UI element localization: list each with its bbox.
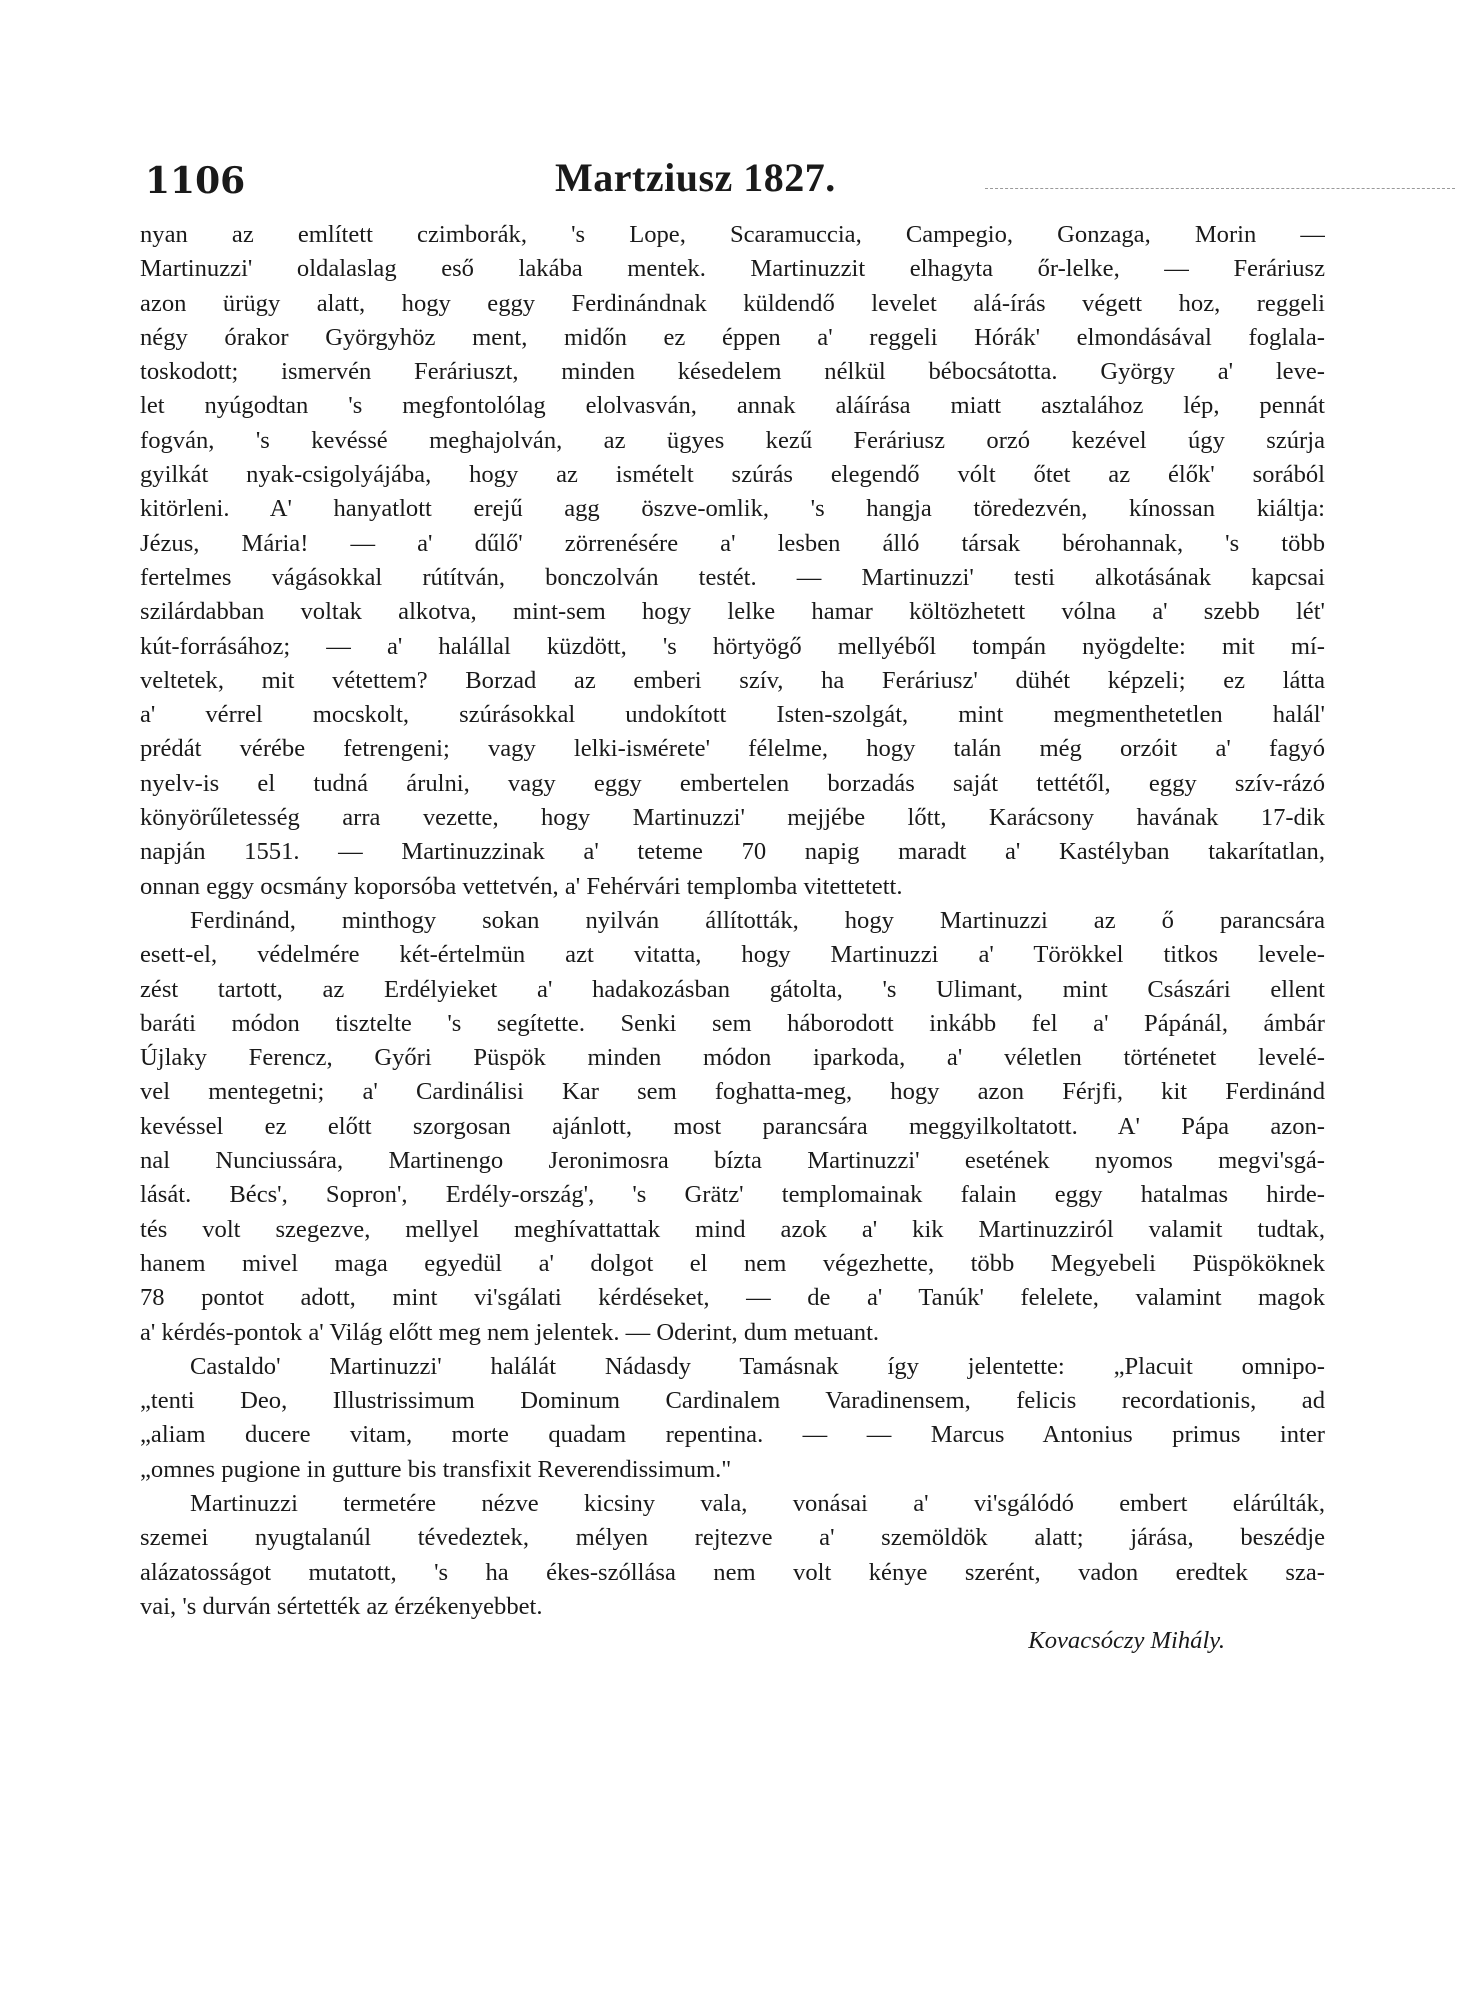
text-line: szemei nyugtalanúl tévedeztek, mélyen rejtezve a' szemöldök alatt; járása, beszédje — [140, 1524, 1325, 1552]
text-line: zést tartott, az Erdélyieket a' hadakozásban gátolta, 's Ulimant, mint Császári ellent — [140, 975, 1325, 1003]
text-line: „aliam ducere vitam, morte quadam repentina. — — Marcus Antonius primus inter — [140, 1421, 1325, 1449]
text-line: Jézus, Mária! — a' dűlő' zörrenésére a' lesben álló társak bérohannak, 's több — [140, 529, 1325, 557]
text-line: vel mentegetni; a' Cardinálisi Kar sem foghatta-meg, hogy azon Férjfi, kit Ferdinánd — [140, 1078, 1325, 1106]
text-line: a' vérrel mocskolt, szúrásokkal undokított Isten-szolgát, mint megmenthetetlen halál' — [140, 701, 1325, 729]
text-line: Castaldo' Martinuzzi' halálát Nádasdy Tamásnak így jelentette: „Placuit omnipo- — [190, 1352, 1325, 1380]
text-line: a' kérdés-pontok a' Világ előtt meg nem jelentek. — Oderint, dum metuant. — [140, 1318, 880, 1346]
text-line: kevéssel ez előtt szorgosan ajánlott, most parancsára meggyilkoltatott. A' Pápa azon- — [140, 1112, 1325, 1140]
text-line: fogván, 's kevéssé meghajolván, az ügyes kezű Feráriusz orzó kezével úgy szúrja — [140, 426, 1325, 454]
text-line: kút-forrásához; — a' halállal küzdött, 's hörtyögő mellyéből tompán nyögdelte: mit mí- — [140, 632, 1325, 660]
text-line: gyilkát nyak-csigolyájába, hogy az ismételt szúrás elegendő vólt őtet az élők' sorából — [140, 461, 1325, 489]
text-line: azon ürügy alatt, hogy eggy Ferdinándnak küldendő levelet alá-írás végett hoz, reggeli — [140, 289, 1325, 317]
text-line: onnan eggy ocsmány koporsóba vettetvén, a' Fehérvári templomba vitettetett. — [140, 872, 903, 900]
text-line: alázatosságot mutatott, 's ha ékes-szóllása nem volt kénye szerént, vadon eredtek sza- — [140, 1558, 1325, 1586]
text-line: let nyúgodtan 's megfontolólag elolvasván, annak aláírása miatt asztalához lép, pennát — [140, 392, 1325, 420]
text-line: négy órakor Györgyhöz ment, midőn ez éppen a' reggeli Hórák' elmondásával foglala- — [140, 323, 1325, 351]
text-line: Martinuzzi' oldalaslag eső lakába mentek. Martinuzzit elhagyta őr-lelke, — Feráriusz — [140, 255, 1325, 283]
text-line: veltetek, mit vétettem? Borzad az emberi szív, ha Feráriusz' dühét képzeli; ez látta — [140, 666, 1325, 694]
page-header — [145, 155, 1315, 220]
text-line: Újlaky Ferencz, Győri Püspök minden módon iparkoda, a' véletlen történetet levelé- — [140, 1044, 1325, 1072]
text-line: vai, 's durván sértették az érzékenyebbet. — [140, 1592, 543, 1620]
page-number: 1106 — [145, 160, 246, 202]
text-line: fertelmes vágásokkal rútítván, bonczolván testét. — Martinuzzi' testi alkotásának kapcsai — [140, 563, 1325, 591]
text-line: prédát vérébe fetrengeni; vagy lelki-isмérete' félelme, hogy talán még orzóit a' fagyó — [140, 735, 1325, 763]
text-line: nyelv-is el tudná árulni, vagy eggy embertelen borzadás saját tettétől, eggy szív-rázó — [140, 769, 1325, 797]
text-line: „omnes pugione in gutture bis transfixit Reverendissimum." — [140, 1455, 732, 1483]
text-line: könyörűletesség arra vezette, hogy Martinuzzi' mejjébe lőtt, Karácsony havának 17-dik — [140, 804, 1325, 832]
text-line: toskodott; ismervén Feráriuszt, minden késedelem nélkül bébocsátotta. György a' leve- — [140, 358, 1325, 386]
text-line: tés volt szegezve, mellyel meghívattattak mind azok a' kik Martinuzziról valamit tudtak, — [140, 1215, 1325, 1243]
text-line: Ferdinánd, minthogy sokan nyilván állították, hogy Martinuzzi az ő parancsára — [190, 906, 1325, 934]
text-line: nyan az említett czimborák, 's Lope, Scaramuccia, Campegio, Gonzaga, Morin — — [140, 221, 1325, 248]
text-line: nal Nunciussára, Martinengo Jeronimosra bízta Martinuzzi' esetének nyomos megvi'sgá- — [140, 1147, 1325, 1175]
text-line: baráti módon tisztelte 's segítette. Senki sem háborodott inkább fel a' Pápánál, ámbár — [140, 1009, 1325, 1037]
text-line: 78 pontot adott, mint vi'sgálati kérdéseket, — de a' Tanúk' felelete, valamint magok — [140, 1284, 1325, 1312]
text-line: kitörleni. A' hanyatlott erejű agg öszve-omlik, 's hangja töredezvén, kínossan kiáltja: — [140, 495, 1325, 523]
body-text — [140, 218, 1325, 1658]
text-line: „tenti Deo, Illustrissimum Dominum Cardinalem Varadinensem, felicis recordationis, ad — [140, 1387, 1325, 1415]
author-signature: Kovacsóczy Mihály. — [1028, 1627, 1225, 1655]
header-rule — [985, 188, 1455, 189]
text-line: szilárdabban voltak alkotva, mint-sem hogy lelke hamar költözhetett vólna a' szebb lét' — [140, 598, 1325, 626]
text-line: hanem mivel maga egyedül a' dolgot el nem végezhette, több Megyebeli Püspököknek — [140, 1249, 1325, 1277]
running-title: Martziusz 1827. — [555, 155, 836, 200]
text-line: napján 1551. — Martinuzzinak a' teteme 70 napig maradt a' Kastélyban takarítatlan, — [140, 838, 1325, 866]
text-line: esett-el, védelmére két-értelmün azt vitatta, hogy Martinuzzi a' Törökkel titkos levele- — [140, 941, 1325, 969]
text-line: lását. Bécs', Sopron', Erdély-ország', 's Grätz' templomainak falain eggy hatalmas hirde- — [140, 1181, 1325, 1209]
text-line: Martinuzzi termetére nézve kicsiny vala, vonásai a' vi'sgálódó embert elárúlták, — [190, 1489, 1325, 1517]
